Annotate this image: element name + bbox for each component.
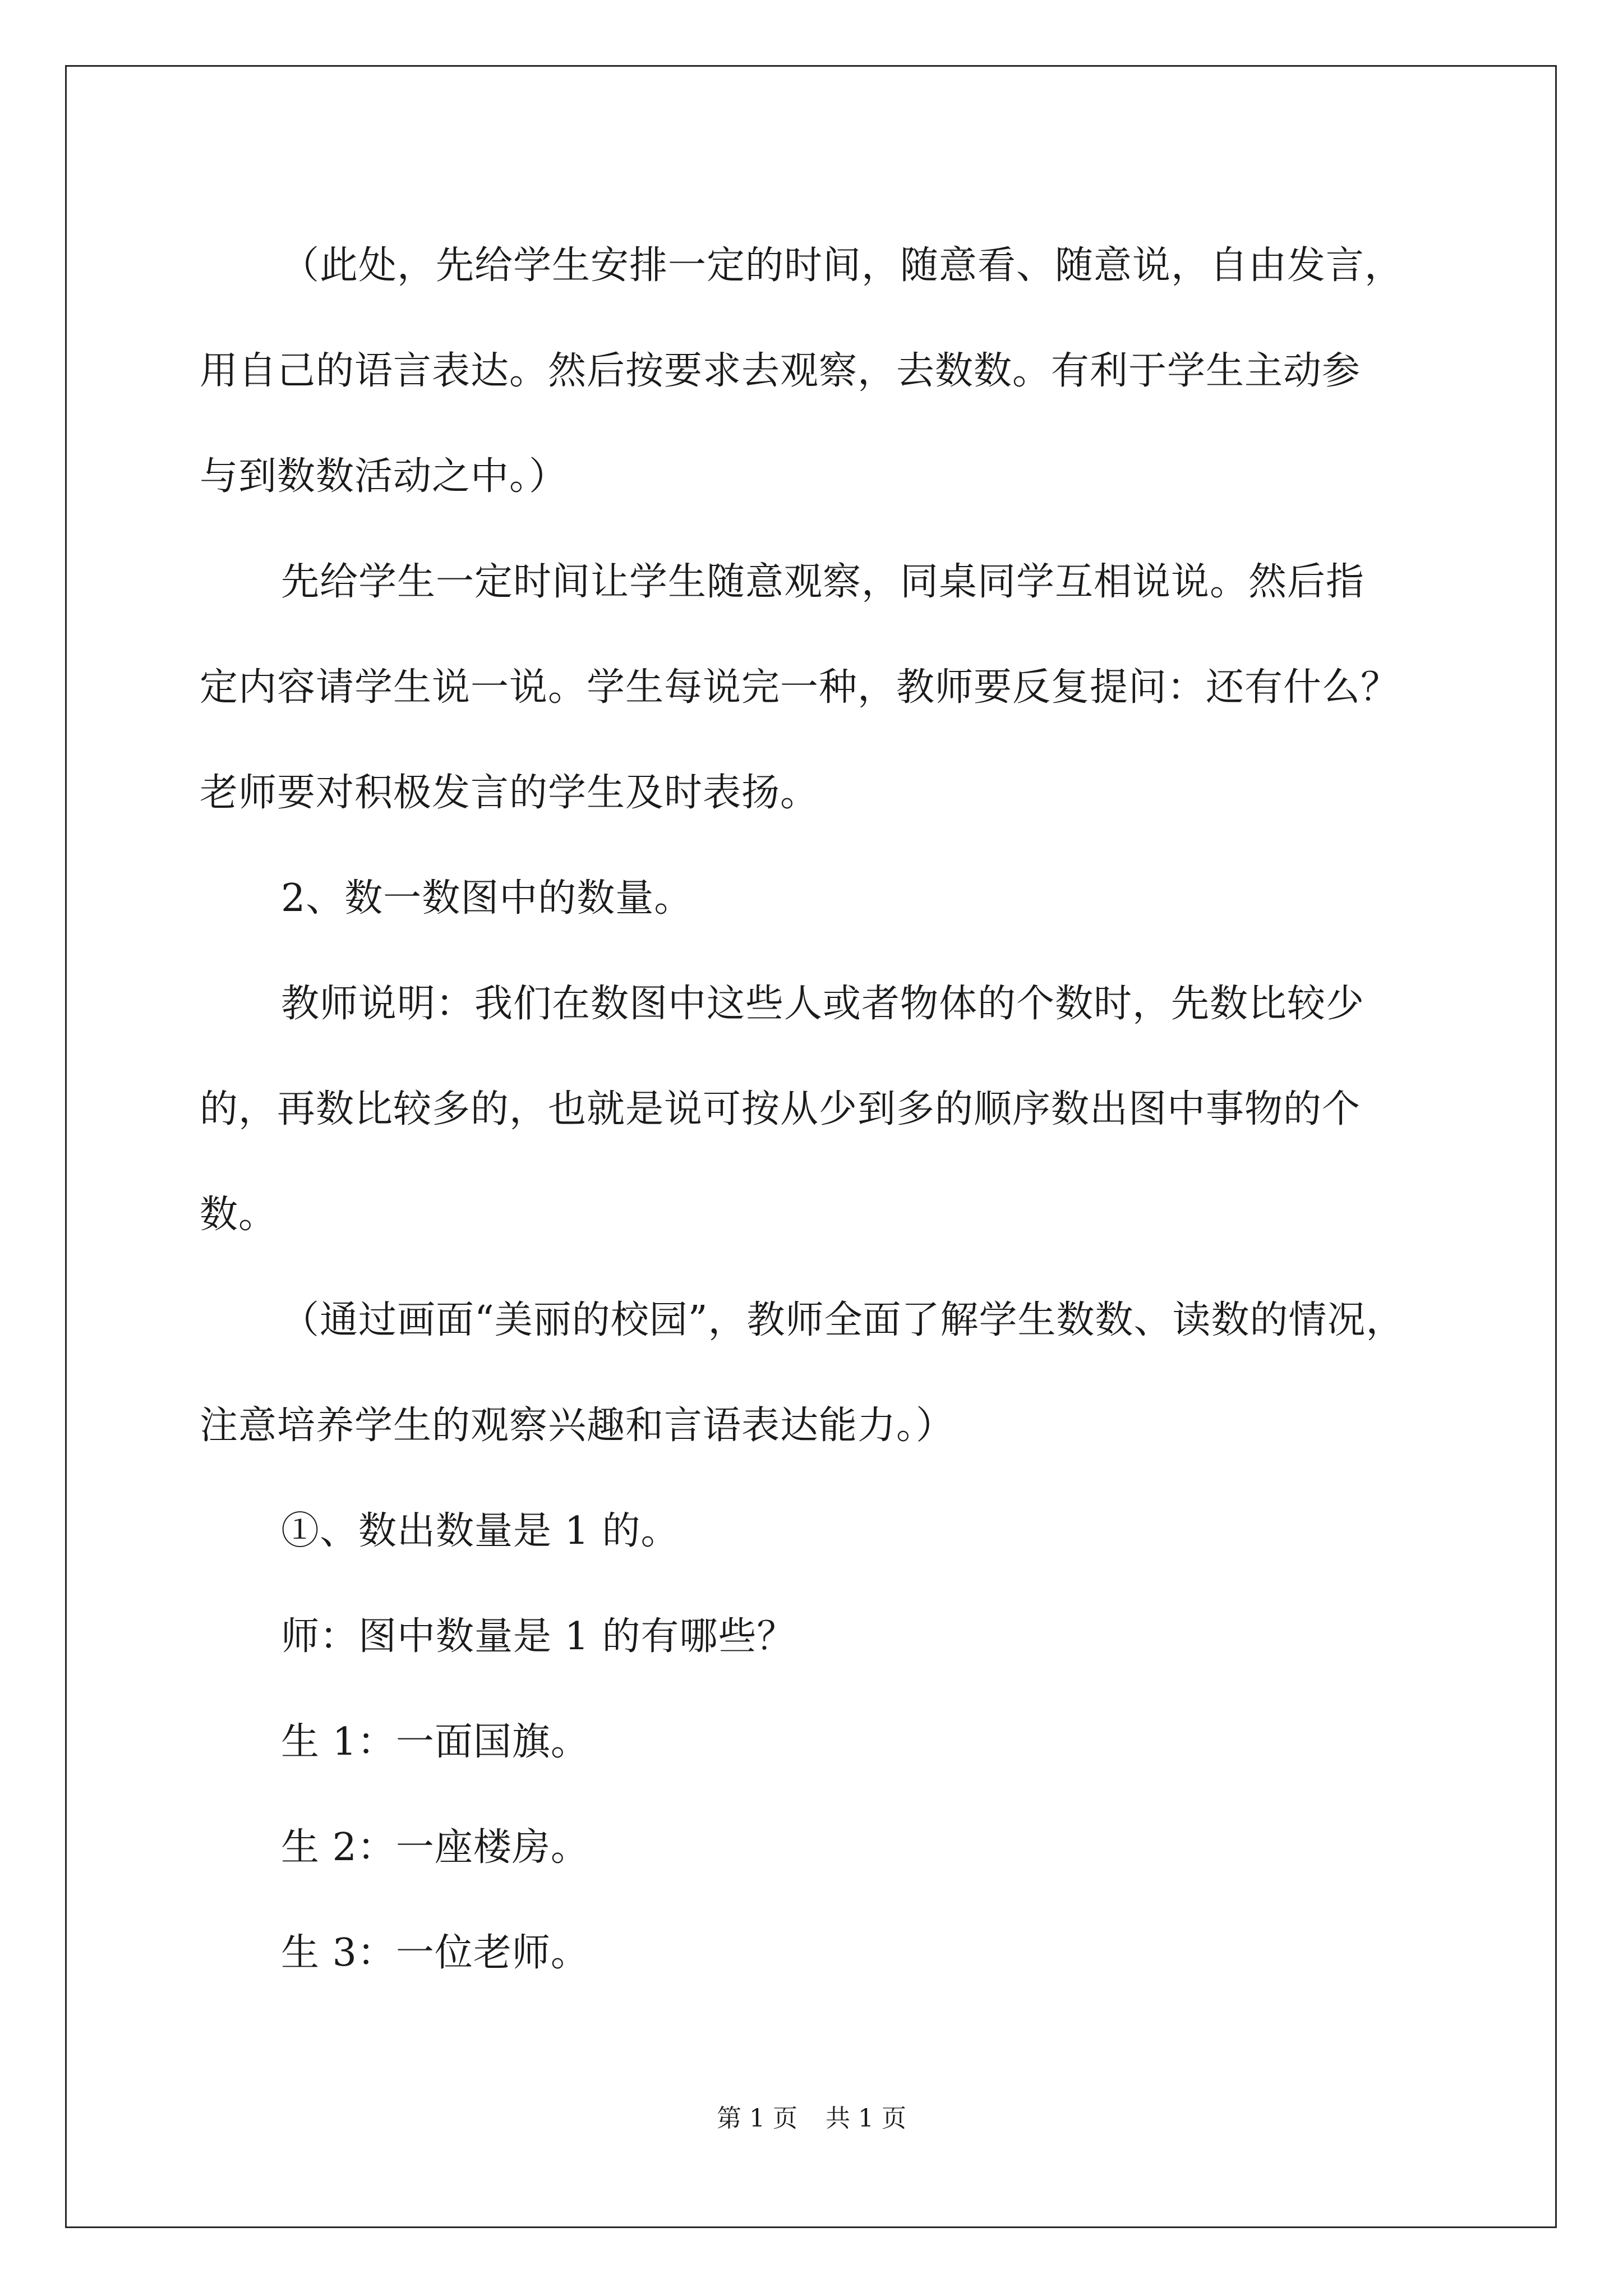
text-line: 教师说明：我们在数图中这些人或者物体的个数时，先数比较少 [281,982,1365,1026]
dialogue-line: 生 2：一座楼房。 [281,1825,589,1870]
text-line: （此处，先给学生安排一定的时间，随意看、随意说，自由发言， [281,243,1404,288]
dialogue-line: 生 3：一位老师。 [281,1931,589,1975]
text-line: 老师要对积极发言的学生及时表扬。 [200,771,819,815]
text-line: 与到数数活动之中。） [200,454,568,499]
page-footer [0,2098,1623,2134]
text-line: 的，再数比较多的，也就是说可按从少到多的顺序数出图中事物的个 [200,1087,1361,1131]
text-line: 定内容请学生说一说。学生每说完一种，教师要反复提问：还有什么？ [200,665,1400,710]
text-line: 数。 [200,1193,278,1237]
list-item: ①、数出数量是 1 的。 [281,1509,680,1553]
page-number: 第 1 页 [717,2104,797,2133]
text-line: 先给学生一定时间让学生随意观察，同桌同学互相说说。然后指 [281,560,1365,604]
document-body [200,213,1433,2006]
dialogue-line: 生 1：一面国旗。 [281,1720,589,1764]
total-pages: 共 1 页 [826,2104,906,2133]
text-line: 用自己的语言表达。然后按要求去观察，去数数。有利于学生主动参 [200,349,1361,393]
section-heading: 2、数一数图中的数量。 [281,876,693,921]
text-line: （通过画面“美丽的校园”，教师全面了解学生数数、读数的情况， [281,1298,1405,1342]
dialogue-line: 师：图中数量是 1 的有哪些？ [281,1614,796,1659]
text-line: 注意培养学生的观察兴趣和言语表达能力。） [200,1404,955,1448]
